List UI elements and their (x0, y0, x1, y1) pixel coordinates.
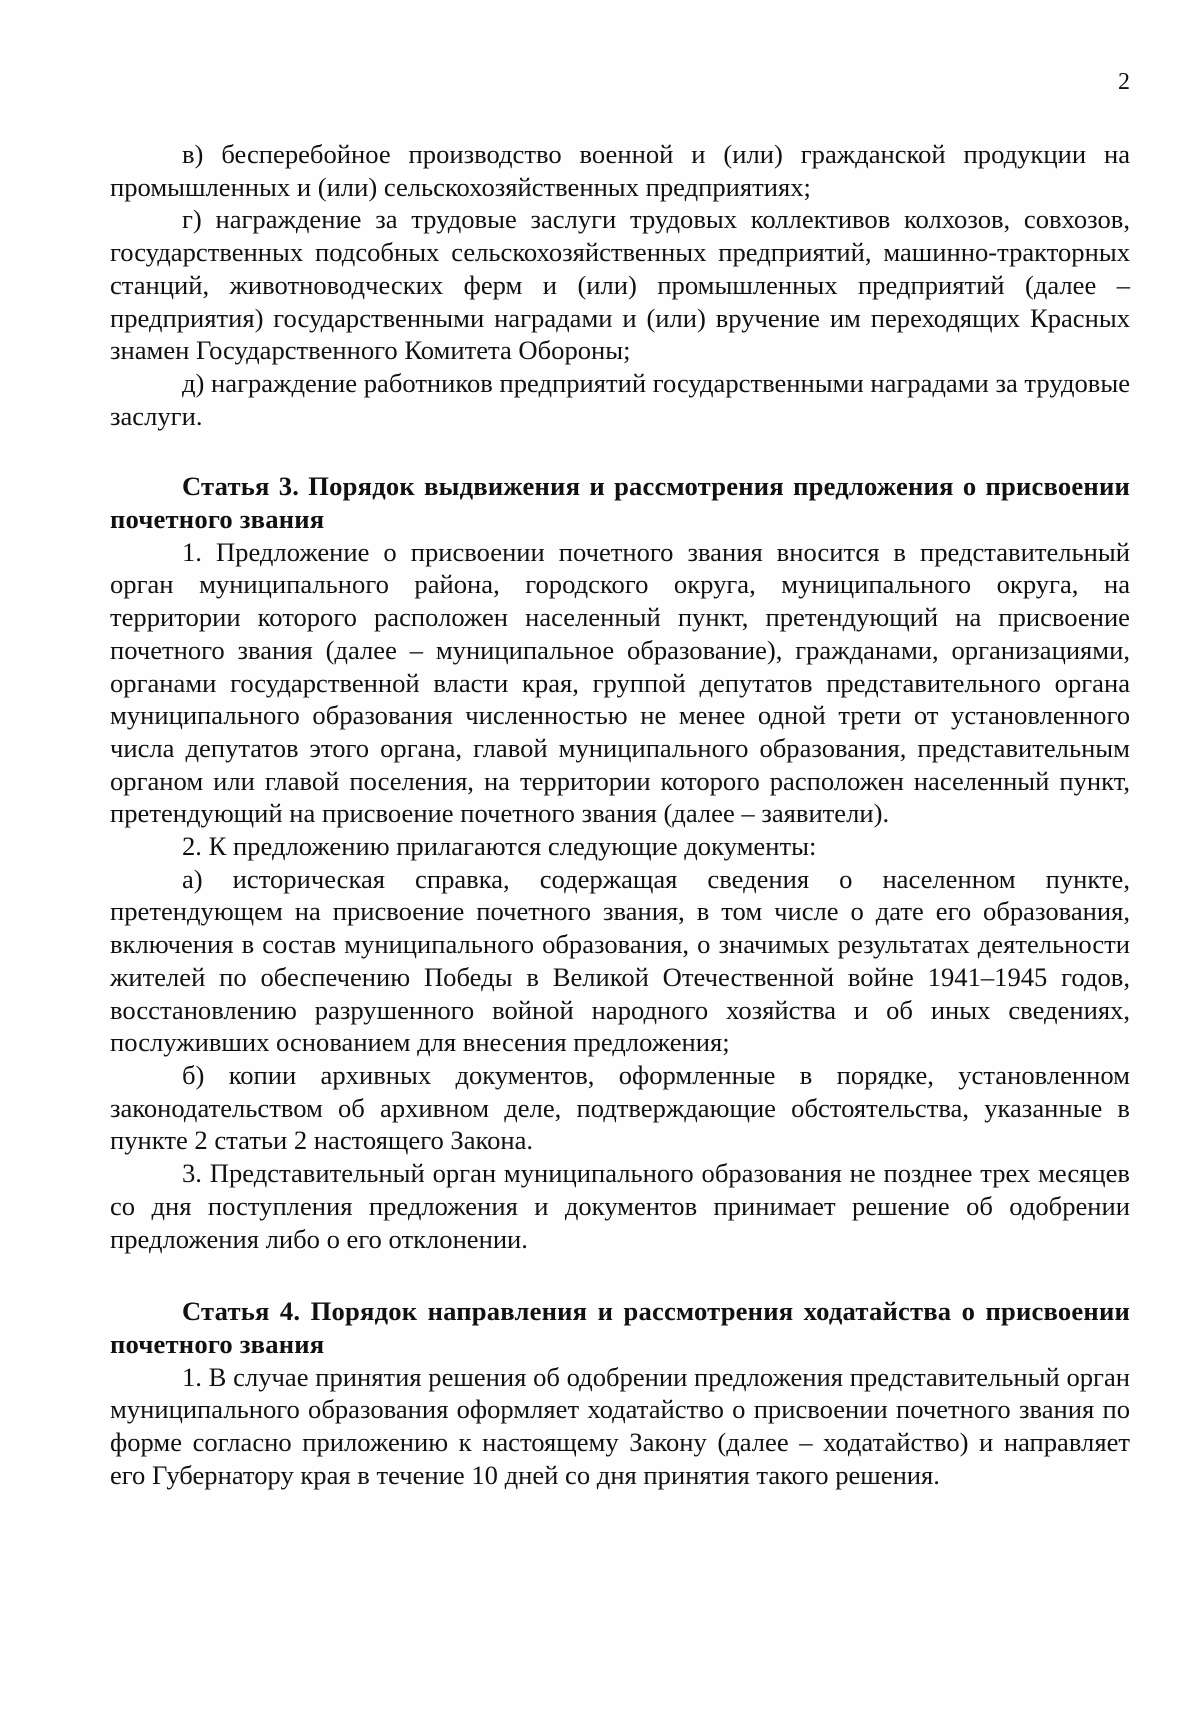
article-3-paragraph-2a: а) историческая справка, содержащая сведения о населенном пункте, претендующем на присвоение почетного звания, в том числе о дате его образования, включения в состав муниципального образования, о значимых результатах деятельности жителей по обеспечению Победы в Великой Отечественной войне 1941–1945 годов, восстановлению разрушенного войной народного хозяйства и об иных сведениях, послуживших основанием для внесения предложения; (110, 863, 1130, 1058)
list-item-d: д) награждение работников предприятий государственными наградами за трудовые заслуги. (110, 367, 1130, 431)
article-3-heading: Статья 3. Порядок выдвижения и рассмотрения предложения о присвоении почетного звания (110, 471, 1130, 535)
article-3-paragraph-1: 1. Предложение о присвоении почетного звания вносится в представительный орган муниципального района, городского округа, муниципального округа, на территории которого расположен населенный пункт, претендующий на присвоение почетного звания (далее – муниципальное образование), гражданами, организациями, органами государственной власти края, группой депутатов представительного органа муниципального образования численностью не менее одной трети от установленного числа депутатов этого органа, главой муниципального образования, представительным органом или главой поселения, на территории которого расположен населенный пункт, претендующий на присвоение почетного звания (далее – заявители). (110, 536, 1130, 829)
article-3-paragraph-2: 2. К предложению прилагаются следующие документы: (182, 831, 817, 862)
article-3-paragraph-2b: б) копии архивных документов, оформленные в порядке, установленном законодательством об архивном деле, подтверждающие обстоятельства, указанные в пункте 2 статьи 2 настоящего Закона. (110, 1059, 1130, 1156)
article-4-paragraph-1: 1. В случае принятия решения об одобрении предложения представительный орган муниципального образования оформляет ходатайство о присвоении почетного звания по форме согласно приложению к настоящему Закону (далее – ходатайство) и направляет его Губернатору края в течение 10 дней со дня принятия такого решения. (110, 1361, 1130, 1490)
list-item-g: г) награждение за трудовые заслуги трудовых коллективов колхозов, совхозов, государственных подсобных сельскохозяйственных предприятий, машинно-тракторных станций, животноводческих ферм и (или) промышленных предприятий (далее – предприятия) государственными наградами и (или) вручение им переходящих Красных знамен Государственного Комитета Обороны; (110, 204, 1130, 366)
article-3-paragraph-3: 3. Представительный орган муниципального образования не позднее трех месяцев со дня поступления предложения и документов принимает решение об одобрении предложения либо о его отклонении. (110, 1158, 1130, 1254)
article-4-heading: Статья 4. Порядок направления и рассмотрения ходатайства о присвоении почетного звания (110, 1296, 1130, 1359)
list-item-v: в) бесперебойное производство военной и (или) гражданской продукции на промышленных и (или) сельскохозяйственных предприятиях; (110, 139, 1130, 202)
page-number: 2 (1118, 69, 1130, 95)
document-body (110, 138, 1130, 1491)
